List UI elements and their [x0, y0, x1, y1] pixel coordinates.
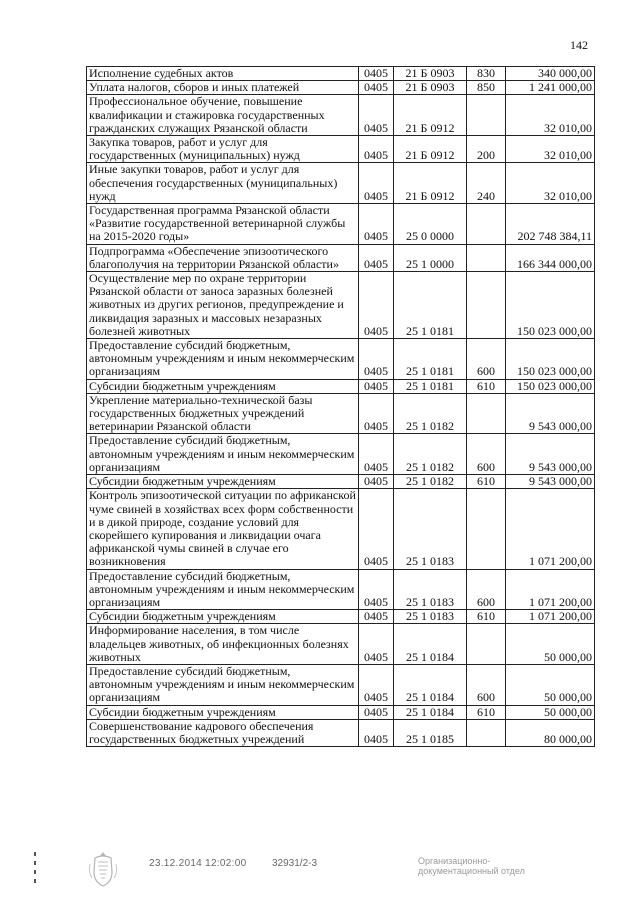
row-name: Предоставление субсидий бюджетным, автономным учреждениям и иным некоммерческим организациям	[87, 339, 359, 380]
stamp-code: 32931/2-3	[272, 858, 318, 869]
page-number: 142	[570, 38, 588, 52]
row-name: Предоставление субсидий бюджетным, автономным учреждениям и иным некоммерческим организациям	[87, 664, 359, 705]
row-amount: 32 010,00	[506, 163, 595, 204]
row-name: Информирование населения, в том числе владельцев животных, об инфекционных болезнях животных	[87, 624, 359, 665]
row-name: Закупка товаров, работ и услуг для государственных (муниципальных) нужд	[87, 136, 359, 163]
row-section-code: 0405	[359, 624, 394, 665]
row-name: Субсидии бюджетным учреждениям	[87, 705, 359, 719]
row-article-code: 25 1 0181	[394, 272, 467, 339]
table-row	[87, 624, 595, 665]
row-name: Предоставление субсидий бюджетным, автономным учреждениям и иным некоммерческим организациям	[87, 434, 359, 475]
row-expense-kind: 610	[467, 475, 506, 489]
table-row	[87, 95, 595, 136]
row-amount: 32 010,00	[506, 95, 595, 136]
row-expense-kind: 600	[467, 664, 506, 705]
table-row	[87, 204, 595, 245]
row-name: Укрепление материально-технической базы государственных бюджетных учреждений ветеринарии Рязанской области	[87, 393, 359, 434]
row-article-code: 25 1 0183	[394, 569, 467, 610]
table-row	[87, 136, 595, 163]
row-amount: 1 071 200,00	[506, 569, 595, 610]
row-section-code: 0405	[359, 67, 394, 81]
row-article-code: 25 1 0181	[394, 339, 467, 380]
row-section-code: 0405	[359, 95, 394, 136]
row-amount: 80 000,00	[506, 719, 595, 746]
row-amount: 9 543 000,00	[506, 475, 595, 489]
row-expense-kind: 600	[467, 339, 506, 380]
margin-marks	[34, 852, 37, 888]
row-section-code: 0405	[359, 434, 394, 475]
row-name: Государственная программа Рязанской области «Развитие государственной ветеринарной службы на 2015-2020 годы»	[87, 204, 359, 245]
row-amount: 32 010,00	[506, 136, 595, 163]
row-name: Субсидии бюджетным учреждениям	[87, 610, 359, 624]
row-section-code: 0405	[359, 272, 394, 339]
row-article-code: 25 1 0183	[394, 610, 467, 624]
row-section-code: 0405	[359, 136, 394, 163]
row-amount: 9 543 000,00	[506, 434, 595, 475]
row-amount: 1 241 000,00	[506, 81, 595, 95]
row-name: Иные закупки товаров, работ и услуг для обеспечения государственных (муниципальных) нужд	[87, 163, 359, 204]
row-expense-kind: 610	[467, 705, 506, 719]
row-name: Исполнение судебных актов	[87, 67, 359, 81]
row-section-code: 0405	[359, 475, 394, 489]
row-article-code: 21 Б 0912	[394, 163, 467, 204]
table-row	[87, 569, 595, 610]
row-name: Контроль эпизоотической ситуации по африканской чуме свиней в хозяйствах всех форм собственности и в дикой природе, создание условий для скорейшего купирования и ликвидации очага африканской чумы свиней в случае его возникновения	[87, 489, 359, 569]
row-name: Осуществление мер по охране территории Рязанской области от заноса заразных болезней животных из других регионов, предупреждение и ликвидация заразных и массовых незаразных болезней животных	[87, 272, 359, 339]
row-section-code: 0405	[359, 664, 394, 705]
row-article-code: 25 1 0182	[394, 475, 467, 489]
row-amount: 1 071 200,00	[506, 489, 595, 569]
row-name: Субсидии бюджетным учреждениям	[87, 379, 359, 393]
row-section-code: 0405	[359, 393, 394, 434]
row-expense-kind	[467, 204, 506, 245]
row-amount: 9 543 000,00	[506, 393, 595, 434]
row-expense-kind	[467, 95, 506, 136]
row-section-code: 0405	[359, 489, 394, 569]
row-expense-kind	[467, 489, 506, 569]
row-expense-kind: 830	[467, 67, 506, 81]
row-section-code: 0405	[359, 163, 394, 204]
row-expense-kind	[467, 272, 506, 339]
row-expense-kind	[467, 624, 506, 665]
row-section-code: 0405	[359, 244, 394, 271]
row-amount: 150 023 000,00	[506, 339, 595, 380]
row-name: Субсидии бюджетным учреждениям	[87, 475, 359, 489]
row-article-code: 21 Б 0903	[394, 81, 467, 95]
row-expense-kind	[467, 719, 506, 746]
row-amount: 150 023 000,00	[506, 272, 595, 339]
row-amount: 50 000,00	[506, 624, 595, 665]
row-article-code: 25 1 0184	[394, 624, 467, 665]
row-amount: 202 748 384,11	[506, 204, 595, 245]
row-amount: 150 023 000,00	[506, 379, 595, 393]
table-row	[87, 610, 595, 624]
row-amount: 50 000,00	[506, 705, 595, 719]
table-row	[87, 379, 595, 393]
row-name: Совершенствование кадрового обеспечения государственных бюджетных учреждений	[87, 719, 359, 746]
department-line: документационный отдел	[418, 866, 525, 876]
table-row	[87, 434, 595, 475]
row-expense-kind: 200	[467, 136, 506, 163]
row-section-code: 0405	[359, 610, 394, 624]
row-expense-kind: 610	[467, 610, 506, 624]
row-section-code: 0405	[359, 81, 394, 95]
footer	[0, 848, 640, 905]
row-article-code: 21 Б 0903	[394, 67, 467, 81]
row-article-code: 25 1 0000	[394, 244, 467, 271]
row-expense-kind	[467, 244, 506, 271]
row-name: Уплата налогов, сборов и иных платежей	[87, 81, 359, 95]
row-section-code: 0405	[359, 705, 394, 719]
row-article-code: 25 1 0182	[394, 434, 467, 475]
table-row	[87, 664, 595, 705]
row-article-code: 25 1 0183	[394, 489, 467, 569]
row-section-code: 0405	[359, 204, 394, 245]
coat-of-arms-icon	[86, 850, 120, 888]
department-line: Организационно-	[418, 856, 491, 866]
table-row	[87, 705, 595, 719]
table-row	[87, 244, 595, 271]
stamp-date: 23.12.2014 12:02:00	[149, 858, 247, 869]
row-expense-kind	[467, 393, 506, 434]
row-article-code: 25 0 0000	[394, 204, 467, 245]
row-amount: 1 071 200,00	[506, 610, 595, 624]
row-section-code: 0405	[359, 569, 394, 610]
row-expense-kind: 240	[467, 163, 506, 204]
table-row	[87, 719, 595, 746]
row-expense-kind: 850	[467, 81, 506, 95]
row-article-code: 25 1 0185	[394, 719, 467, 746]
row-name: Предоставление субсидий бюджетным, автономным учреждениям и иным некоммерческим организациям	[87, 569, 359, 610]
row-article-code: 21 Б 0912	[394, 95, 467, 136]
row-name: Подпрограмма «Обеспечение эпизоотического благополучия на территории Рязанской области»	[87, 244, 359, 271]
table-row	[87, 81, 595, 95]
row-article-code: 25 1 0184	[394, 664, 467, 705]
row-article-code: 25 1 0184	[394, 705, 467, 719]
row-article-code: 25 1 0182	[394, 393, 467, 434]
table-row	[87, 475, 595, 489]
table-row	[87, 339, 595, 380]
row-expense-kind: 600	[467, 569, 506, 610]
row-expense-kind: 610	[467, 379, 506, 393]
table-row	[87, 272, 595, 339]
row-section-code: 0405	[359, 339, 394, 380]
budget-table	[86, 66, 595, 747]
table-row	[87, 393, 595, 434]
row-amount: 340 000,00	[506, 67, 595, 81]
row-article-code: 21 Б 0912	[394, 136, 467, 163]
row-expense-kind: 600	[467, 434, 506, 475]
row-section-code: 0405	[359, 379, 394, 393]
table-row	[87, 163, 595, 204]
row-name: Профессиональное обучение, повышение квалификации и стажировка государственных гражданских служащих Рязанской области	[87, 95, 359, 136]
row-amount: 50 000,00	[506, 664, 595, 705]
department-stamp	[418, 856, 525, 876]
table-row	[87, 67, 595, 81]
row-section-code: 0405	[359, 719, 394, 746]
row-article-code: 25 1 0181	[394, 379, 467, 393]
row-amount: 166 344 000,00	[506, 244, 595, 271]
table-row	[87, 489, 595, 569]
